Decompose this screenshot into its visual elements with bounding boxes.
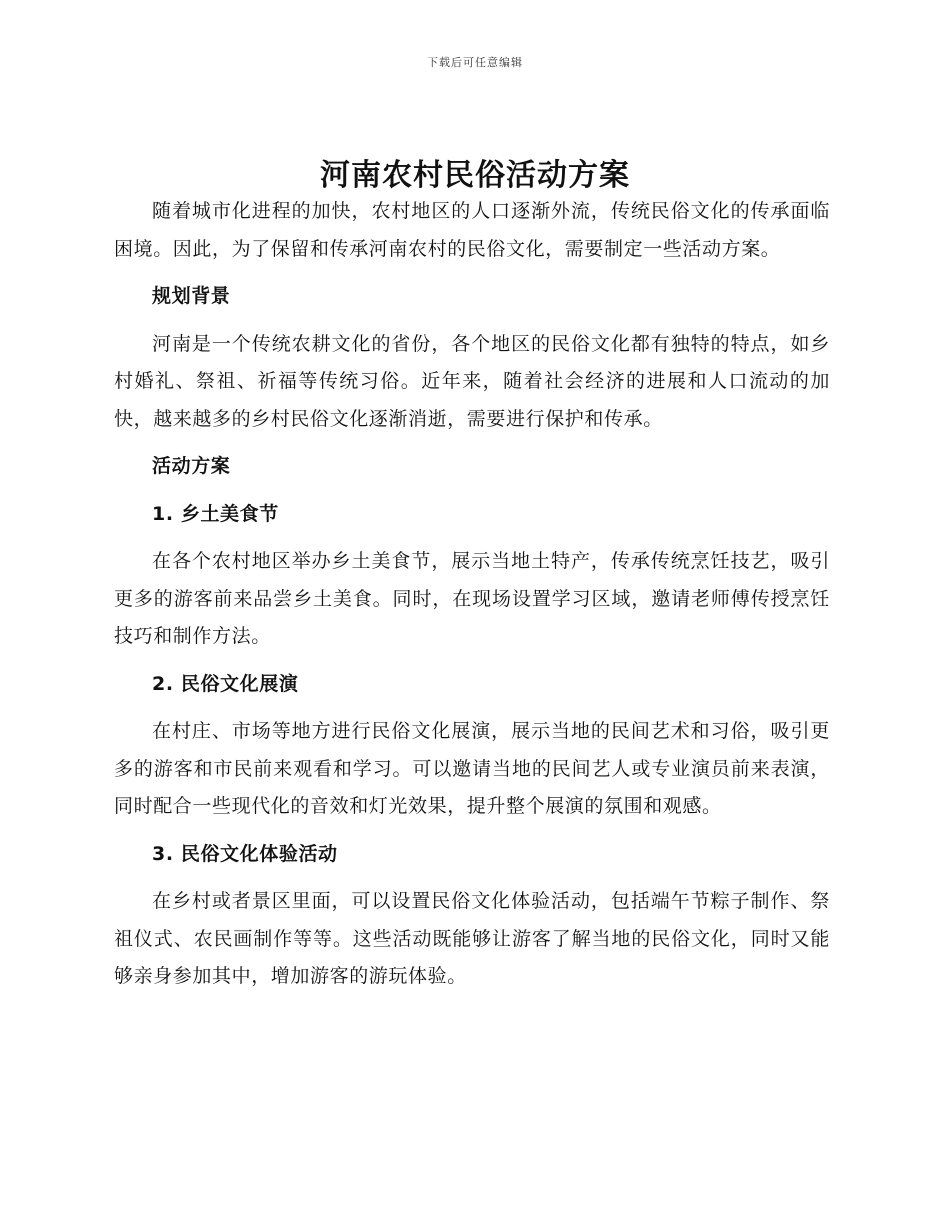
item3-heading: 3. 民俗文化体验活动 bbox=[152, 842, 338, 865]
item1-paragraph: 在各个农村地区举办乡土美食节，展示当地土特产，传承传统烹饪技艺，吸引更多的游客前来品尝乡土美食。同时，在现场设置学习区域，邀请老师傅传授烹饪技巧和制作方法。 bbox=[114, 550, 830, 647]
plan-heading: 活动方案 bbox=[152, 455, 231, 477]
page-title: 河南农村民俗活动方案 bbox=[320, 158, 630, 193]
background-heading: 规划背景 bbox=[152, 285, 231, 307]
document-body bbox=[114, 193, 830, 996]
background-paragraph: 河南是一个传统农耕文化的省份，各个地区的民俗文化都有独特的特点，如乡村婚礼、祭祖、祈福等传统习俗。近年来，随着社会经济的进展和人口流动的加快，越来越多的乡村民俗文化逐渐消逝，需要进行保护和传承。 bbox=[114, 332, 830, 430]
item1-heading: 1. 乡土美食节 bbox=[152, 502, 279, 525]
header-note: 下载后可任意编辑 bbox=[427, 56, 523, 69]
item2-paragraph: 在村庄、市场等地方进行民俗文化展演，展示当地的民间艺术和习俗，吸引更多的游客和市民前来观看和学习。可以邀请当地的民间艺人或专业演员前来表演，同时配合一些现代化的音效和灯光效果，提升整个展演的氛围和观感。 bbox=[114, 720, 830, 817]
intro-paragraph: 随着城市化进程的加快，农村地区的人口逐渐外流，传统民俗文化的传承面临困境。因此，为了保留和传承河南农村的民俗文化，需要制定一些活动方案。 bbox=[114, 200, 830, 260]
item2-heading: 2. 民俗文化展演 bbox=[152, 672, 299, 695]
item3-paragraph: 在乡村或者景区里面，可以设置民俗文化体验活动，包括端午节粽子制作、祭祖仪式、农民画制作等等。这些活动既能够让游客了解当地的民俗文化，同时又能够亲身参加其中，增加游客的游玩体验。 bbox=[114, 890, 830, 987]
